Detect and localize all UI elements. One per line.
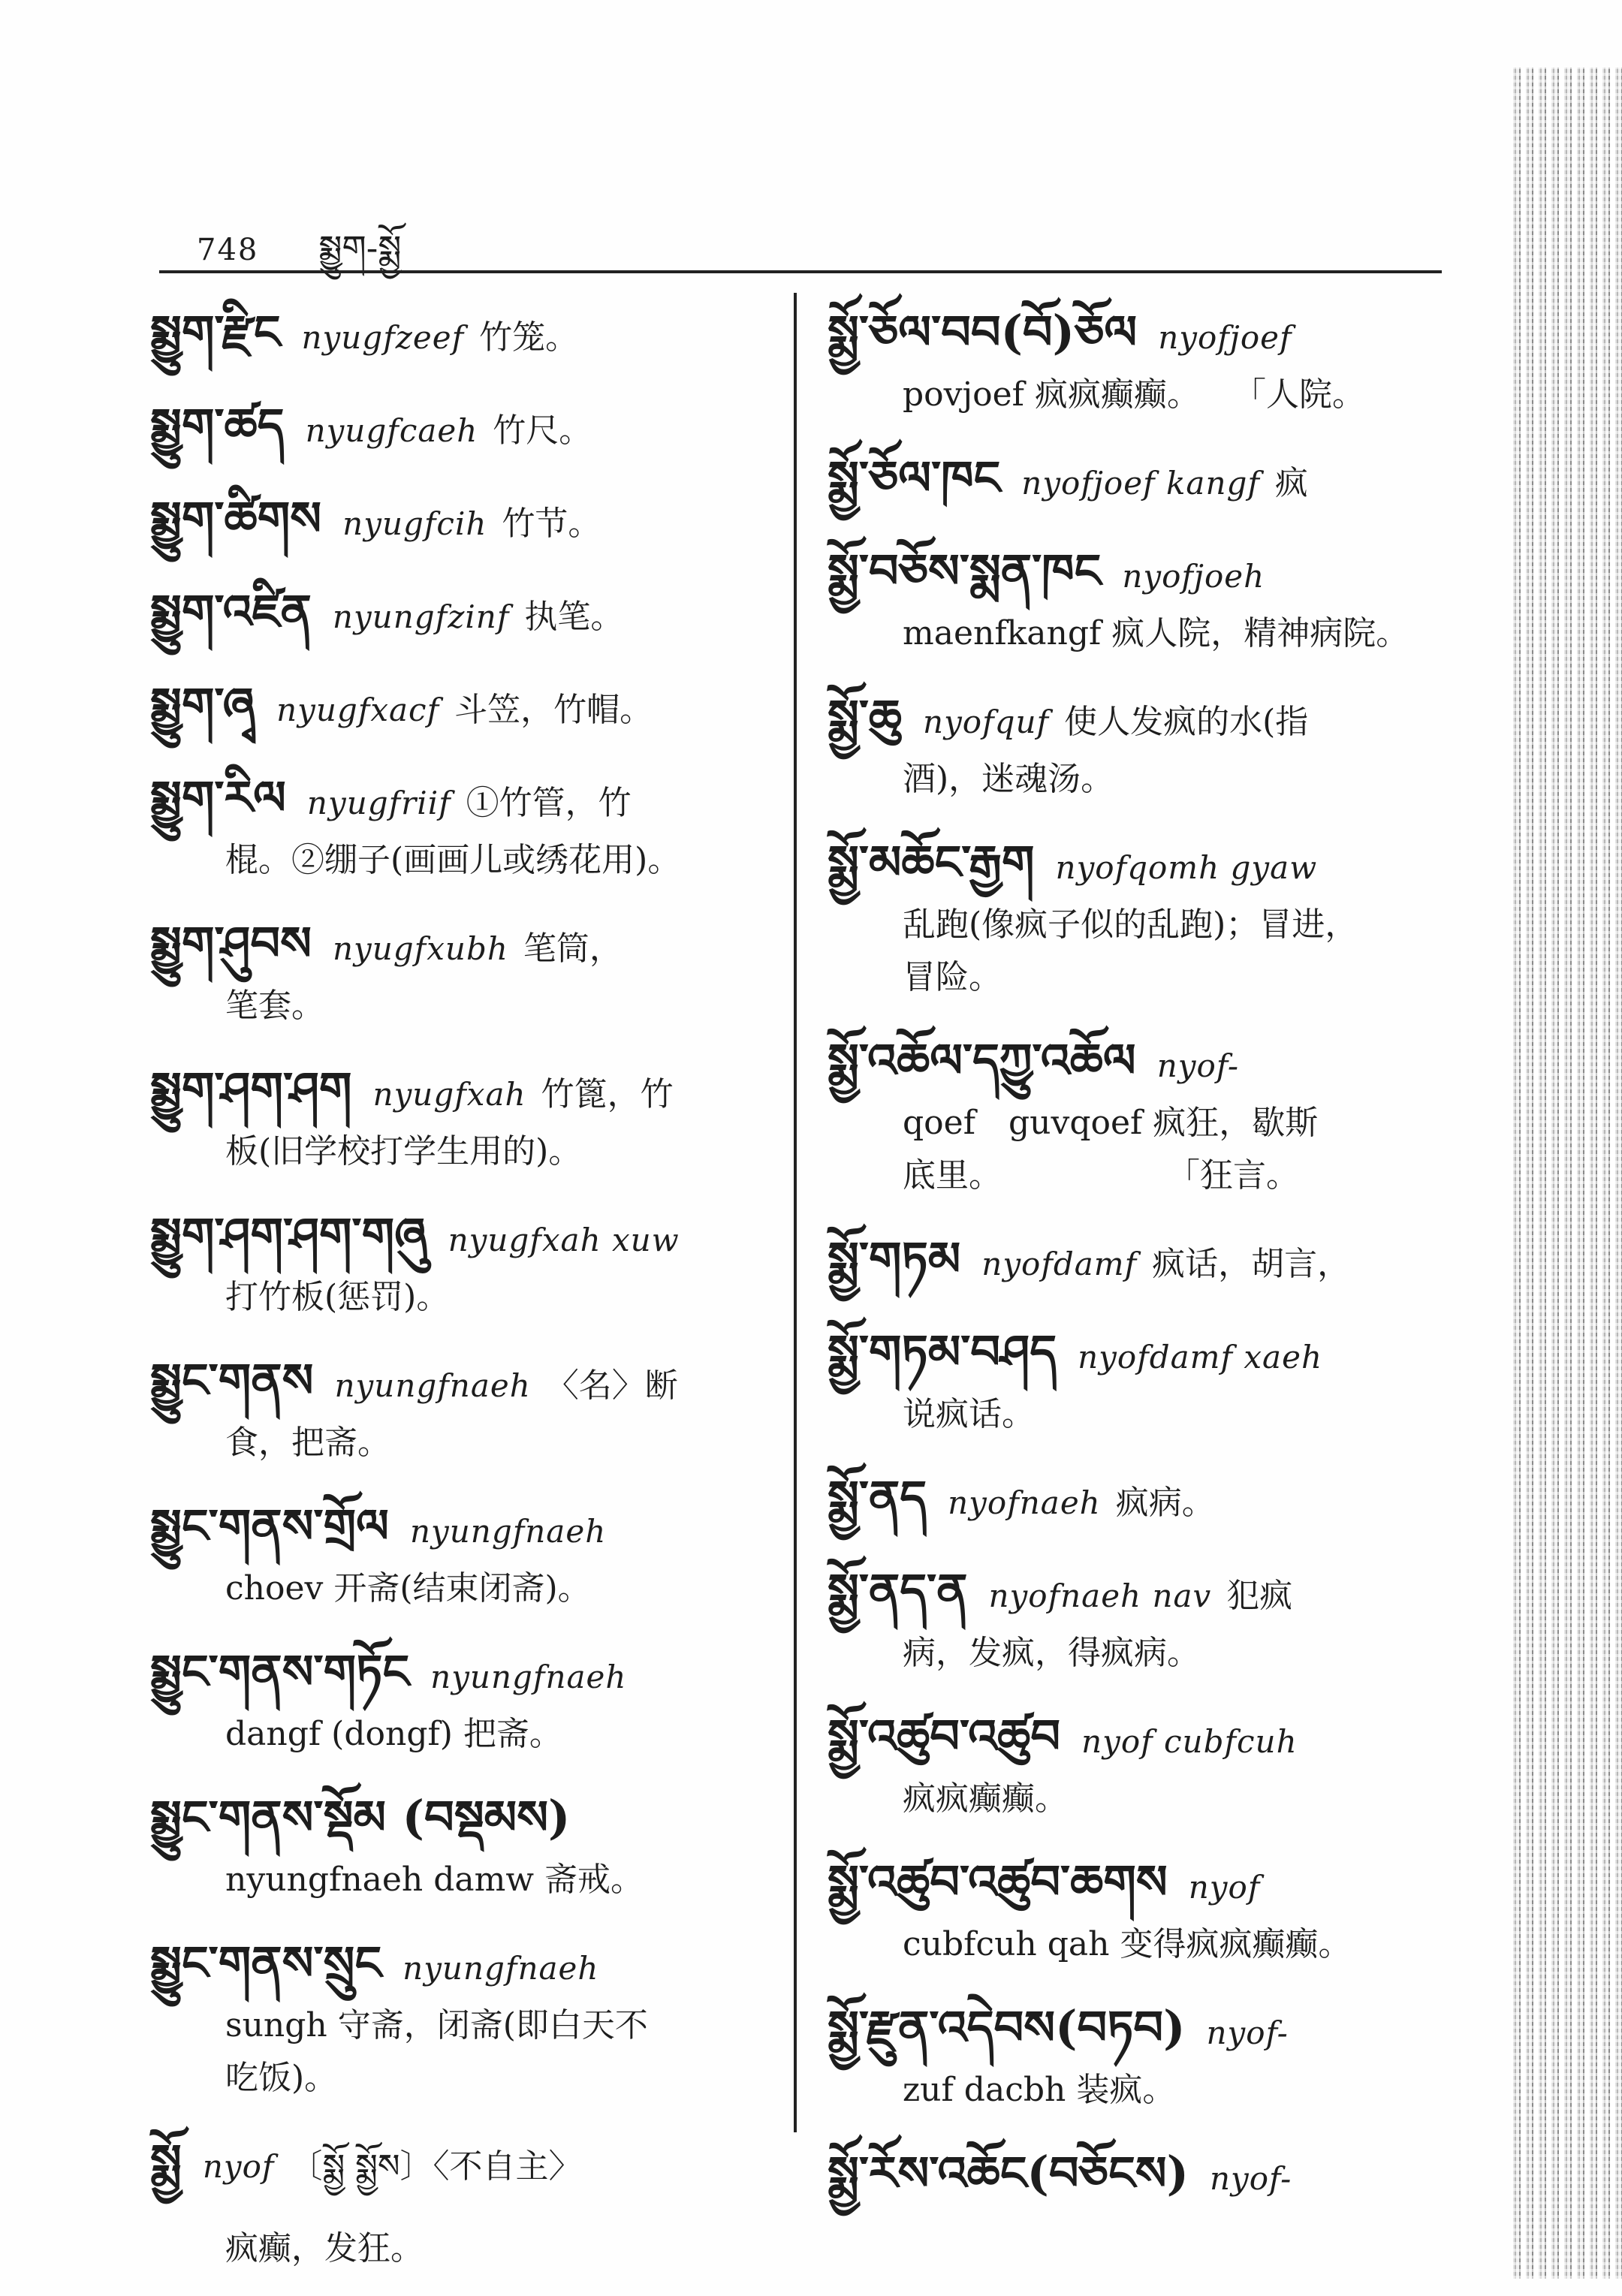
romanization: nyofdamf xaeh [1078, 1339, 1322, 1375]
entry-first-line [828, 1846, 1443, 1918]
entry-head-group [828, 1846, 1275, 1918]
entry-head-group [828, 1025, 1254, 1097]
entry-head-group [828, 2138, 1307, 2210]
romanization: nyofdamf [981, 1246, 1138, 1282]
dictionary-entry [150, 908, 781, 1032]
tibetan-headword: སྨྱོ་རྫུན་འདེབས(བཏབ) [828, 2000, 1186, 2055]
dictionary-entry [150, 1636, 781, 1761]
entry-first-line [828, 1316, 1443, 1388]
romanization: nyugfzeef [301, 319, 465, 356]
entry-head-group [828, 1223, 1350, 1295]
entry-first-line [828, 297, 1443, 369]
entry-first-line [150, 669, 781, 741]
chinese-gloss: 疯 [1274, 464, 1308, 502]
entry-first-line [828, 2138, 1443, 2210]
dictionary-entry [828, 535, 1443, 660]
romanization: nyofqomh gyaw [1055, 849, 1318, 886]
entry-first-line [828, 827, 1443, 899]
entry-head-group [150, 1199, 695, 1271]
dictionary-entry [150, 576, 781, 648]
entry-head-group [828, 827, 1332, 899]
romanization: nyungfzinf [332, 598, 510, 635]
dictionary-entry [828, 297, 1443, 421]
entry-first-line [828, 442, 1443, 514]
entry-continuation: zuf dacbh 装疯。 [903, 2071, 1176, 2109]
tibetan-headword: སྨྱོ [150, 2134, 182, 2189]
entry-head-group [150, 483, 601, 555]
entry-head-group [150, 1927, 614, 1999]
entry-continuation: qoef guvqoef 疯狂，歇斯 [903, 1104, 1319, 1142]
chinese-gloss: 〈名〉断 [545, 1366, 678, 1405]
entry-first-line [150, 1927, 781, 1999]
romanization: nyungfnaeh [402, 1950, 599, 1987]
entry-continuation: choev 开斋(结束闭斋)。 [225, 1569, 591, 1608]
dictionary-entry [150, 1782, 781, 1906]
tibetan-headword: སྨྱུག་ཤག་ཤག་གཞུ [150, 1207, 427, 1262]
entry-continuation: cubfcuh qah 变得疯疯癫癫。 [903, 1925, 1352, 1963]
romanization: nyugfcaeh [305, 412, 478, 449]
tibetan-headword: སྨྱོ་ནད [828, 1470, 927, 1525]
romanization: nyofjoef kangf [1021, 465, 1260, 502]
entry-continuation: 吃饭)。 [225, 2059, 338, 2097]
dictionary-entry [150, 297, 781, 369]
romanization: nyofnaeh [948, 1484, 1101, 1521]
tibetan-headword: སྨྱོ་འཚུབ་འཚུབ [828, 1709, 1061, 1764]
dictionary-entry [828, 1555, 1443, 1680]
chinese-gloss: ①竹管，竹 [466, 784, 632, 822]
entry-head-group [828, 442, 1308, 514]
tibetan-headword: སྨྱུག་ཤག་ཤག [150, 1062, 352, 1116]
tibetan-headword: སྨྱོ་འཚུབ་འཚུབ་ཆགས [828, 1855, 1168, 1909]
dictionary-entry [828, 2138, 1443, 2210]
dictionary-entry [828, 827, 1443, 1004]
dictionary-entry [828, 1223, 1443, 1295]
romanization: nyof- [1209, 2160, 1292, 2197]
entry-continuation: 疯癫，发狂。 [225, 2229, 424, 2267]
tibetan-headword: སྨྱུག་རྫིང [150, 305, 281, 360]
dictionary-entry [150, 483, 781, 555]
entry-first-line [150, 1490, 781, 1562]
entry-head-group [150, 576, 623, 648]
dictionary-entry [828, 1025, 1443, 1202]
tibetan-headword: སྨྱུང་གནས་སྡོམ (བསྡམས) [150, 1790, 571, 1845]
chinese-gloss: 犯疯 [1226, 1577, 1293, 1615]
right-column [828, 297, 1443, 2231]
entry-continuation: 食，把斋。 [225, 1424, 390, 1462]
entry-continuation: 棍。②绷子(画画儿或绣花用)。 [225, 841, 681, 879]
tibetan-headword: སྨྱོ་འཆོལ་དཀྱུ་འཆོལ [828, 1033, 1136, 1088]
entry-first-line [828, 1025, 1443, 1097]
romanization: nyof cubfcuh [1081, 1723, 1298, 1760]
entry-continuation: dangf (dongf) 把斋。 [225, 1715, 562, 1753]
entry-continuation: 板(旧学校打学生用的)。 [225, 1132, 582, 1171]
tibetan-headword: སྨྱུག་ཚད [150, 398, 285, 453]
running-head: སྨྱུག-སྨྱོ [318, 227, 402, 268]
entry-first-line [150, 1053, 781, 1125]
chinese-gloss: 斗笠，竹帽。 [454, 691, 653, 729]
entry-head-group [150, 2126, 582, 2222]
dictionary-entry [828, 1701, 1443, 1825]
romanization: nyungfnaeh [334, 1367, 531, 1404]
entry-head-group [150, 390, 592, 462]
dictionary-entry [150, 1199, 781, 1324]
tibetan-headword: སྨྱུག་རིལ [150, 770, 286, 825]
tibetan-headword: སྨྱུང་གནས་སྲུང [150, 1936, 382, 1990]
entry-head-group [150, 297, 578, 369]
romanization: nyugfriif [306, 785, 451, 821]
romanization: nyugfxacf [276, 692, 440, 728]
entry-first-line [150, 762, 781, 834]
romanization: nyof- [1206, 2014, 1289, 2051]
chinese-gloss: 使人发疯的水(指 [1064, 703, 1309, 741]
entry-first-line [828, 1701, 1443, 1773]
romanization: nyofjoef [1158, 319, 1292, 356]
chinese-gloss: 疯病。 [1115, 1484, 1215, 1522]
entry-head-group [828, 1462, 1215, 1534]
dictionary-entry [150, 1490, 781, 1615]
tibetan-headword: སྨྱུག་ཞྭ [150, 677, 256, 732]
entry-continuation: 底里。 「狂言。 [903, 1156, 1299, 1195]
entry-first-line [150, 1782, 781, 1854]
column-divider [794, 293, 797, 2132]
tibetan-headword: སྨྱུག་འཛིན [150, 584, 312, 639]
romanization: nyof [1188, 1869, 1261, 1906]
romanization: nyugfxah xuw [448, 1222, 680, 1258]
entry-continuation: maenfkangf 疯人院，精神病院。 [903, 614, 1409, 652]
entry-head-group [828, 681, 1308, 753]
chinese-gloss: 竹节。 [502, 505, 601, 543]
chinese-gloss: 疯话，胡言， [1152, 1245, 1351, 1283]
dictionary-entry [828, 681, 1443, 806]
romanization: nyofnaeh nav [988, 1577, 1212, 1614]
tibetan-headword: སྨྱོ་རོས་འཆོང(བཅོངས) [828, 2146, 1189, 2201]
entry-head-group [828, 1555, 1292, 1627]
tibetan-headword: སྨྱུང་གནས [150, 1353, 314, 1408]
entry-first-line [150, 1345, 781, 1417]
entry-head-group [828, 1701, 1313, 1773]
entry-first-line [828, 1992, 1443, 2064]
entry-first-line [150, 1636, 781, 1708]
romanization: nyofjoeh [1122, 558, 1265, 595]
chinese-gloss: 竹笼。 [479, 318, 579, 357]
dictionary-entry [828, 1316, 1443, 1441]
entry-first-line [828, 1462, 1443, 1534]
entry-head-group [150, 1345, 678, 1417]
tibetan-headword: སྨྱུང་གནས་གྲོལ [150, 1499, 389, 1553]
tibetan-headword: སྨྱོ་གཏམ་བཤད [828, 1324, 1057, 1379]
entry-first-line [150, 483, 781, 555]
entry-head-group [828, 1992, 1304, 2064]
chinese-gloss: 〔སྨྱོ སྨྱོས〕〈不自主〉 [289, 2147, 582, 2186]
tibetan-headword: སྨྱུང་གནས་གཏོང [150, 1644, 410, 1699]
tibetan-headword: སྨྱོ་ཅོལ་བབ(བོ)ཅོལ [828, 305, 1138, 360]
dictionary-entry [150, 669, 781, 741]
entry-head-group [150, 669, 653, 741]
entry-continuation: 病，发疯，得疯病。 [903, 1634, 1200, 1672]
page-header [197, 210, 401, 307]
tibetan-headword: སྨྱོ་ནད་ན [828, 1563, 968, 1618]
entry-first-line [150, 390, 781, 462]
entry-continuation: povjoef 疯疯癫癫。 「人院。 [903, 375, 1365, 414]
entry-head-group [828, 297, 1307, 369]
entry-continuation: sungh 守斋，闭斋(即白天不 [225, 2006, 648, 2044]
entry-continuation: 打竹板(惩罚)。 [225, 1278, 450, 1316]
dictionary-entry [150, 1345, 781, 1469]
romanization: nyungfnaeh [430, 1659, 627, 1695]
tibetan-headword: སྨྱུག་ཚིགས [150, 491, 322, 546]
entry-head-group [150, 1636, 641, 1708]
entry-continuation: 冒险。 [903, 958, 1002, 996]
scan-edge-noise [1511, 68, 1622, 2279]
dictionary-entry [828, 1462, 1443, 1534]
romanization: nyofquf [923, 704, 1050, 740]
entry-head-group [828, 535, 1280, 607]
entry-head-group [828, 1316, 1337, 1388]
dictionary-entry [828, 1846, 1443, 1971]
left-column [150, 297, 781, 2296]
romanization: nyugfxah [372, 1076, 526, 1113]
romanization: nyugfxubh [332, 930, 508, 967]
tibetan-headword: སྨྱོ་ཅོལ་ཁང [828, 450, 1001, 505]
entry-first-line [828, 535, 1443, 607]
entry-head-group [150, 1490, 621, 1562]
romanization: nyof [202, 2148, 275, 2185]
entry-first-line [150, 2126, 781, 2222]
dictionary-entry [828, 442, 1443, 514]
entry-head-group [150, 1053, 674, 1125]
chinese-gloss: 执笔。 [524, 598, 624, 636]
romanization: nyugfcih [342, 505, 487, 542]
entry-continuation: 酒)，迷魂汤。 [903, 760, 1114, 798]
entry-first-line [828, 1555, 1443, 1627]
dictionary-entry [150, 762, 781, 887]
entry-first-line [150, 1199, 781, 1271]
page-number: 748 [197, 233, 259, 267]
chinese-gloss: 笔筒， [523, 930, 623, 968]
entry-head-group [150, 762, 632, 834]
entry-first-line [150, 908, 781, 980]
entry-head-group [150, 1782, 606, 1854]
entry-continuation: 疯疯癫癫。 [903, 1779, 1068, 1818]
entry-first-line [150, 576, 781, 648]
chinese-gloss: 竹尺。 [493, 411, 592, 450]
dictionary-entry [150, 1053, 781, 1178]
dictionary-entry [150, 1927, 781, 2105]
entry-continuation: 乱跑(像疯子似的乱跑)；冒进， [903, 905, 1358, 944]
dictionary-entry [828, 1992, 1443, 2117]
entry-head-group [150, 908, 623, 980]
tibetan-headword: སྨྱོ་ཆུ [828, 689, 903, 744]
entry-continuation: 笔套。 [225, 987, 324, 1025]
entry-first-line [828, 681, 1443, 753]
tibetan-headword: སྨྱོ་གཏམ [828, 1231, 961, 1286]
entry-continuation: 说疯话。 [903, 1395, 1035, 1433]
romanization: nyungfnaeh [409, 1513, 607, 1550]
tibetan-headword: སྨྱུག་ཤུབས [150, 916, 312, 971]
romanization: nyof- [1156, 1047, 1240, 1084]
tibetan-headword: སྨྱོ་མཆོང་རྒྱག [828, 835, 1035, 890]
chinese-gloss: 竹篦，竹 [541, 1075, 674, 1113]
header-rule [159, 270, 1442, 273]
entry-continuation: nyungfnaeh damw 斋戒。 [225, 1861, 644, 1899]
entry-first-line [150, 297, 781, 369]
tibetan-headword: སྨྱོ་བཅོས་སྨན་ཁང [828, 544, 1102, 598]
dictionary-entry [150, 390, 781, 462]
entry-first-line [828, 1223, 1443, 1295]
dictionary-entry [150, 2126, 781, 2275]
